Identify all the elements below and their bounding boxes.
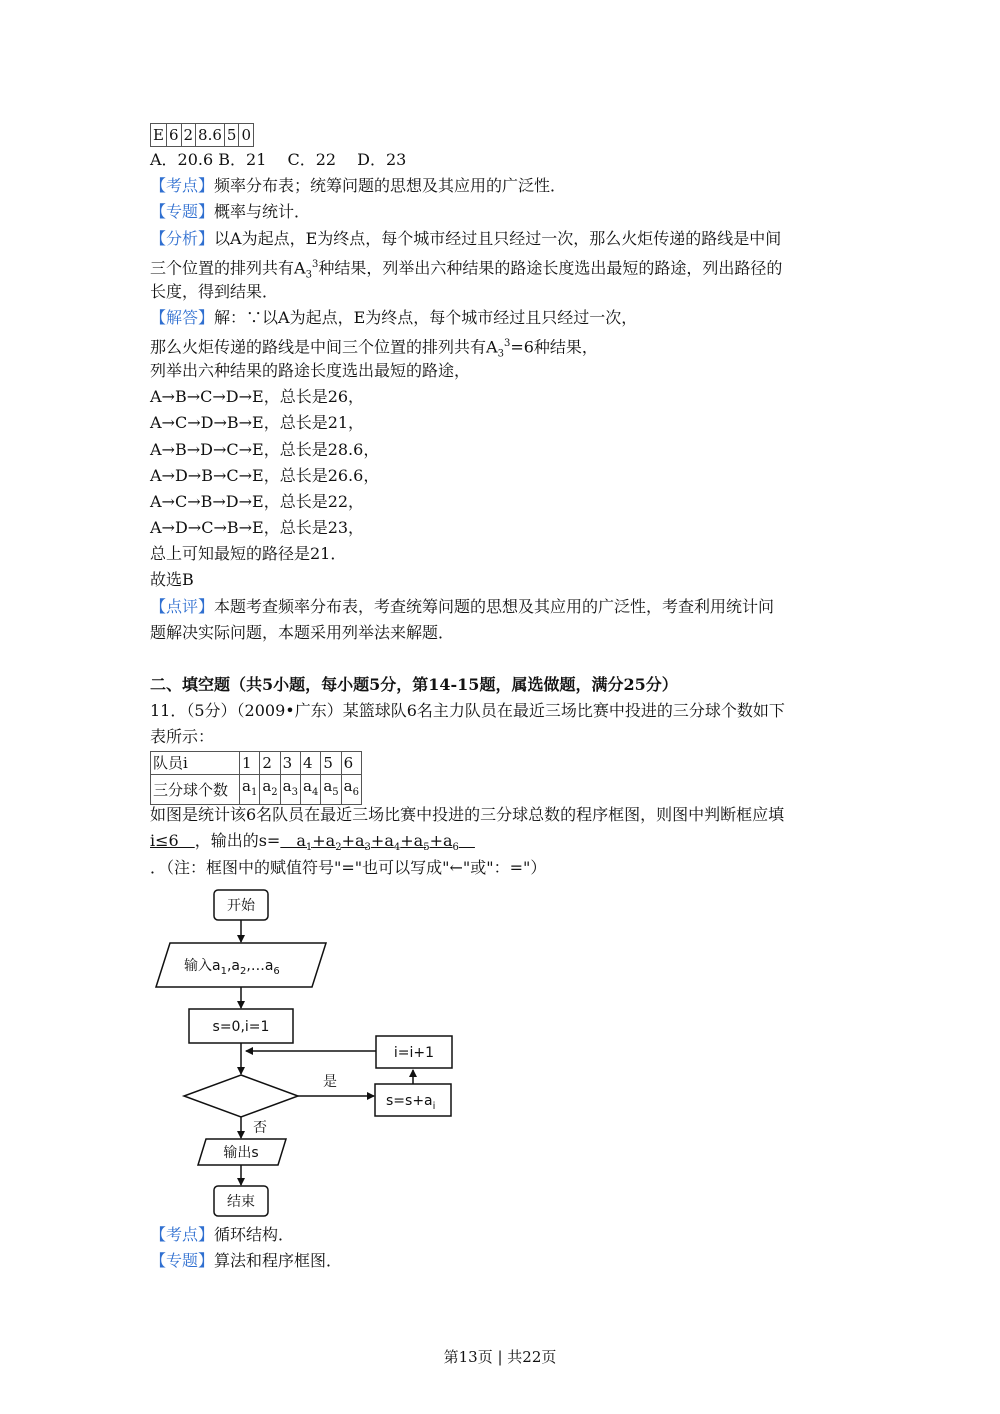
q10-kaodian [150,175,566,197]
table-row [151,752,362,775]
q10-zhuanti [150,201,310,223]
subscript: 3 [291,787,298,798]
table-cell: 0 [239,124,254,147]
kaodian-tag: 【考点】 [150,176,215,195]
page-footer: 第13页 | 共22页 [443,1348,557,1366]
dianping-tag: 【点评】 [150,597,215,616]
table-cell: 8.6 [196,124,225,147]
table-header-cell: 6 [341,752,361,775]
table-cell: 三分球个数 [151,775,240,805]
blank-part [459,831,475,850]
table-header-cell: 队员i [151,752,240,775]
cell-value: a [282,777,292,795]
route-line: A→B→D→C→E，总长是28.6， [150,440,380,459]
subscript: 2 [240,966,247,977]
blank-part: +a [429,831,453,850]
init-label: s=0,i=1 [212,1019,270,1035]
accumulate-label [386,1093,435,1112]
increment-label: i=i+1 [393,1045,435,1061]
fenxi-text-2b: 种结果，列举出六种结果的路途长度选出最短的路途，列出路径的 [318,258,783,278]
q10-dianping [150,596,774,618]
yes-label: 是 [323,1074,337,1090]
q10-fenxi-line3: 长度，得到结果． [150,282,279,301]
end-label: 结束 [227,1194,255,1210]
cell-value: a [343,777,353,795]
cell-value: a [242,777,251,795]
table-row [151,124,254,147]
subscript: 6 [352,787,359,798]
input-text: ,…a [246,958,274,974]
jieda-text-2a: 那么火炬传递的路线是中间三个位置的排列共有A [150,337,498,357]
subscript: 5 [332,787,339,798]
subscript: 3 [364,842,371,854]
table-header-cell: 1 [240,752,260,775]
table-cell: E [151,124,167,147]
table-header-cell: 3 [280,752,300,775]
blank-part: a [280,831,306,850]
dianping-text-1: 本题考查频率分布表，考查统筹问题的思想及其应用的广泛性，考查利用统计问 [214,597,775,616]
subscript: 6 [273,966,280,977]
input-label [184,958,280,977]
q11-note: ．（注：框图中的赋值符号"="也可以写成"←"或"：="） [150,858,547,877]
input-text: 输入a [184,958,221,974]
distance-table-fragment [150,123,254,147]
cell-value: a [262,777,272,795]
table-header-cell: 4 [300,752,320,775]
section-title: 二、填空题（共5小题，每小题5分，第14-15题，属选做题，满分25分） [150,675,678,694]
table-cell [300,775,320,805]
table-row [151,775,362,805]
subscript: 2 [335,842,342,854]
zhuanti-text: 算法和程序框图． [214,1251,343,1270]
kaodian-text: 频率分布表；统筹问题的思想及其应用的广泛性． [214,176,567,195]
q11-text-2: ，输出的s= [194,831,281,850]
q11-zhuanti [150,1250,342,1272]
subscript: i [432,1101,436,1112]
q10-jieda [150,307,637,329]
fenxi-text-1: 以A为起点，E为终点，每个城市经过且只经过一次，那么火炬传递的路线是中间 [214,229,782,248]
q11-kaodian [150,1224,294,1246]
subscript: 6 [452,842,459,854]
jieda-text-2b: =6种结果， [510,337,598,357]
table-cell [260,775,280,805]
jieda-text-1: 解：∵以A为起点，E为终点，每个城市经过且只经过一次， [214,308,638,327]
accumulate-text: s=s+a [386,1093,433,1109]
superscript: 3 [503,338,511,349]
table-cell [280,775,300,805]
input-box [156,943,326,987]
table-cell [341,775,361,805]
subscript: 1 [250,787,258,798]
table-cell: 2 [181,124,196,147]
output-label: 输出s [223,1145,259,1161]
subscript: 3 [305,269,312,281]
jieda-tag: 【解答】 [150,308,215,327]
subscript: 1 [220,966,227,977]
route-line: A→D→C→B→E，总长是23， [150,518,365,537]
q10-options: A．20.6 B．21 C．22 D．23 [150,150,407,169]
route-line: A→D→B→C→E，总长是26.6， [150,466,380,485]
program-flowchart [140,880,470,1225]
player-table [150,751,362,805]
start-label: 开始 [227,898,255,914]
no-label: 否 [253,1120,267,1136]
answer-blank-2 [280,831,475,854]
cell-value: a [302,777,312,795]
superscript: 3 [311,259,319,270]
kaodian-text: 循环结构． [214,1225,295,1244]
route-line: A→B→C→D→E，总长是26， [150,387,365,406]
table-cell: 6 [166,124,181,147]
blank-part: +a [400,831,424,850]
fenxi-tag: 【分析】 [150,229,215,248]
conclusion: 总上可知最短的路径是21． [150,544,347,563]
answer-blank-1: i≤6 [150,831,195,850]
table-header-cell: 5 [321,752,341,775]
table-cell [321,775,341,805]
zhuanti-tag: 【专题】 [150,202,215,221]
q11-text-1: 如图是统计该6名队员在最近三场比赛中投进的三分球总数的程序框图，则图中判断框应填 [150,805,785,824]
blank-part: +a [370,831,394,850]
answer: 故选B [150,570,194,589]
q11-answer-line [150,830,475,859]
cell-value: a [323,777,333,795]
table-header-cell: 2 [260,752,280,775]
kaodian-tag: 【考点】 [150,1225,215,1244]
blank-part: +a [341,831,365,850]
subscript: 4 [311,787,319,798]
subscript: 4 [393,842,401,854]
route-line: A→C→B→D→E，总长是22， [150,492,365,511]
decision-diamond [184,1075,298,1117]
fenxi-text-2a: 三个位置的排列共有A [150,258,306,278]
q10-fenxi [150,228,781,250]
q11-stem-2: 表所示： [150,727,215,746]
subscript: 1 [305,842,313,854]
q10-dianping-line2: 题解决实际问题，本题采用列举法来解题． [150,623,455,642]
q11-stem-1: 11．（5分）（2009•广东）某篮球队6名主力队员在最近三场比赛中投进的三分球个数如下 [150,701,785,720]
subscript: 5 [423,842,430,854]
zhuanti-tag: 【专题】 [150,1251,215,1270]
blank-part: +a [312,831,336,850]
subscript: 3 [497,348,504,360]
table-cell [240,775,260,805]
zhuanti-text: 概率与统计． [214,202,311,221]
input-text: ,a [226,958,240,974]
route-line: A→C→D→B→E，总长是21， [150,413,365,432]
q10-jieda-line3: 列举出六种结果的路途长度选出最短的路途， [150,361,471,380]
table-cell: 5 [224,124,239,147]
subscript: 2 [271,787,278,798]
